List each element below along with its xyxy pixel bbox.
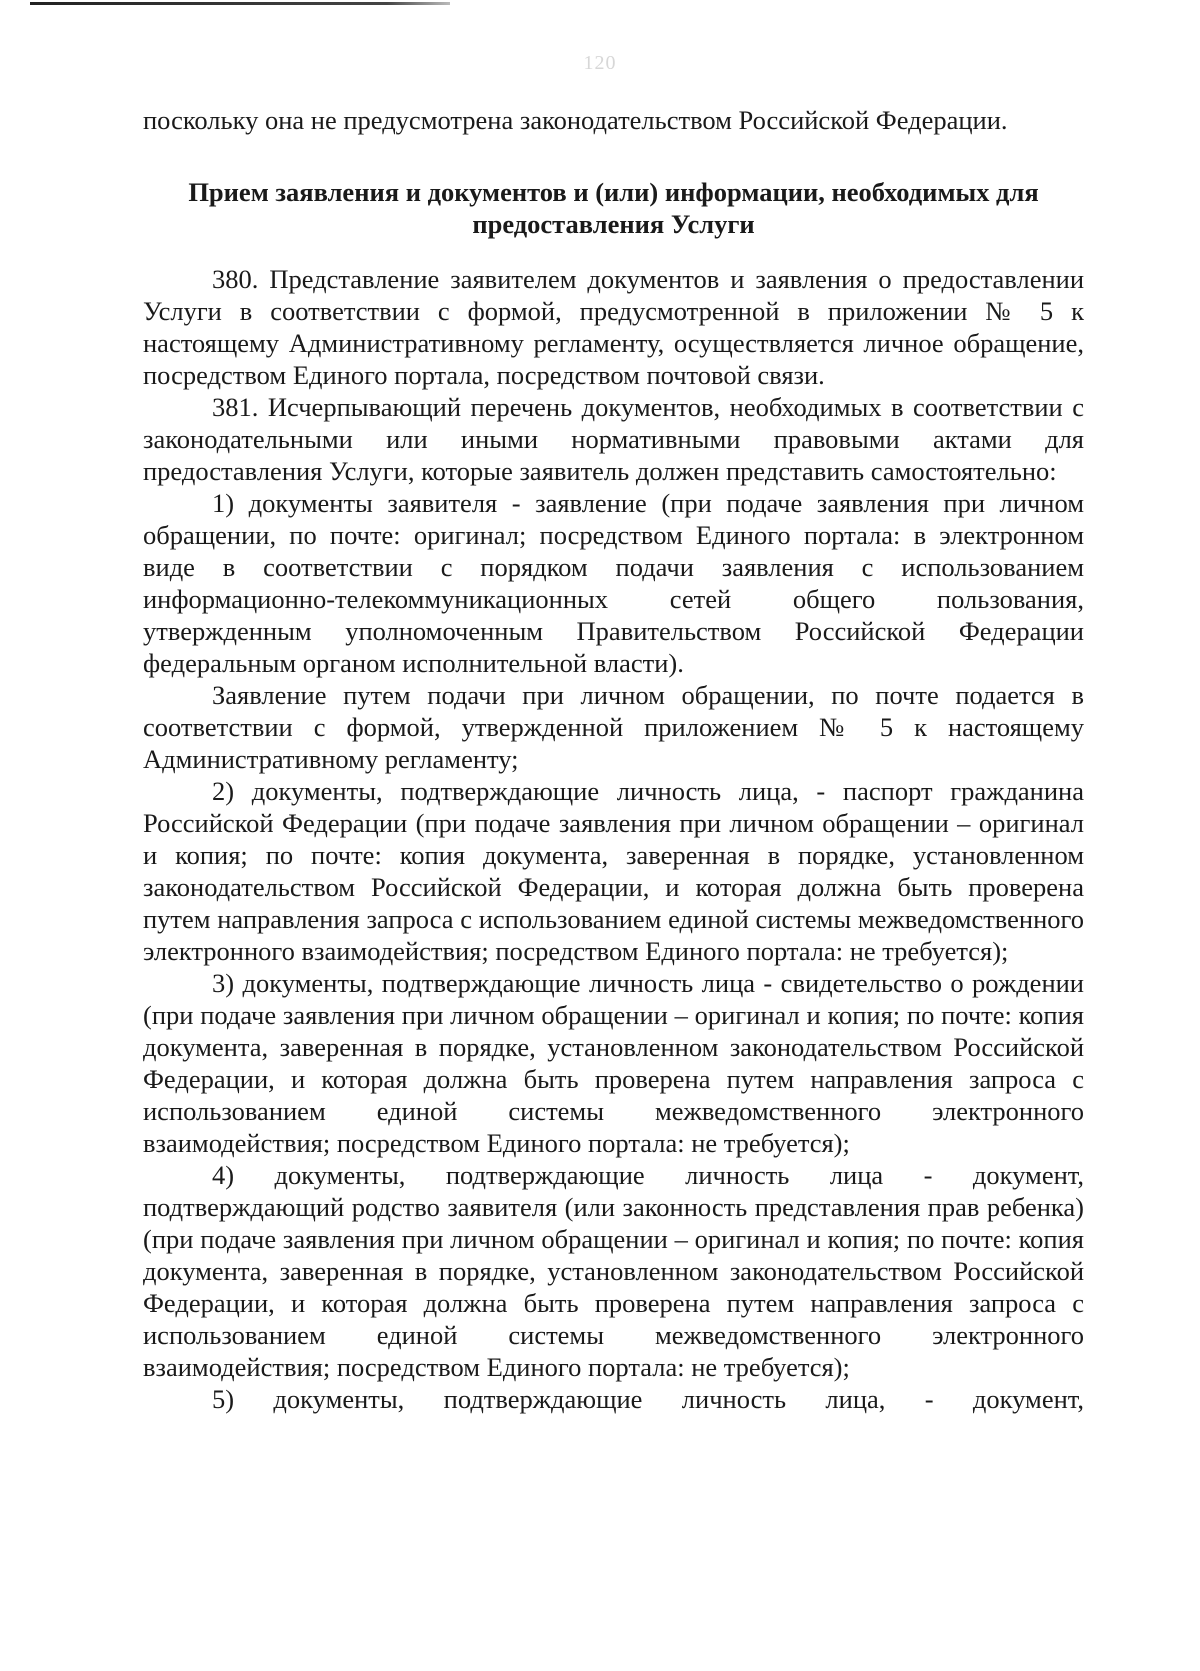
paragraph-380: 380. Представление заявителем документов и заявления о предоставлении Услуги в соответствии с формой, предусмотренной в приложении № 5 к настоящему Административному регламенту, осуществляется личное обращение, посредством Единого портала, посредством почтовой связи. [143, 264, 1084, 390]
list-item-3: 3) документы, подтверждающие личность лица - свидетельство о рождении (при подаче заявления при личном обращении – оригинал и копия; по почте: копия документа, заверенная в порядке, установленном законодательством Российской Федерации, и которая должна быть проверена путем направления запроса с использованием единой системы межведомственного электронного взаимодействия; посредством Единого портала: не требуется); [143, 968, 1084, 1158]
section-heading-line-1: Прием заявления и документов и (или) информации, необходимых для [188, 177, 1039, 207]
document-body [143, 104, 1084, 1415]
intro-line: поскольку она не предусмотрена законодательством Российской Федерации. [143, 105, 1008, 135]
top-edge-rule [30, 2, 450, 5]
section-heading-line-2: предоставления Услуги [472, 209, 755, 239]
page-number: 120 [583, 52, 617, 74]
paragraph-381: 381. Исчерпывающий перечень документов, необходимых в соответствии с законодательными или иными нормативными правовыми актами для предоставления Услуги, которые заявитель должен представить самостоятельно: [143, 392, 1084, 486]
section-heading [143, 176, 1084, 240]
list-item-1-application-note: Заявление путем подачи при личном обращении, по почте подается в соответствии с формой, утвержденной приложением № 5 к настоящему Административному регламенту; [143, 680, 1084, 774]
list-item-2: 2) документы, подтверждающие личность лица, - паспорт гражданина Российской Федерации (при подаче заявления при личном обращении – оригинал и копия; по почте: копия документа, заверенная в порядке, установленном законодательством Российской Федерации, и которая должна быть проверена путем направления запроса с использованием единой системы межведомственного электронного взаимодействия; посредством Единого портала: не требуется); [143, 776, 1084, 966]
list-item-4: 4) документы, подтверждающие личность лица - документ, подтверждающий родство заявителя (или законность представления прав ребенка) (при подаче заявления при личном обращении – оригинал и копия; по почте: копия документа, заверенная в порядке, установленном законодательством Российской Федерации, и которая должна быть проверена путем направления запроса с использованием единой системы межведомственного электронного взаимодействия; посредством Единого портала: не требуется); [143, 1160, 1084, 1382]
list-item-1: 1) документы заявителя - заявление (при подаче заявления при личном обращении, по почте: оригинал; посредством Единого портала: в электронном виде в соответствии с порядком подачи заявления с использованием информационно-телекоммуникационных сетей общего пользования, утвержденным уполномоченным Правительством Российской Федерации федеральным органом исполнительной власти). [143, 488, 1084, 678]
list-item-5: 5) документы, подтверждающие личность лица, - документ, [212, 1384, 1084, 1414]
